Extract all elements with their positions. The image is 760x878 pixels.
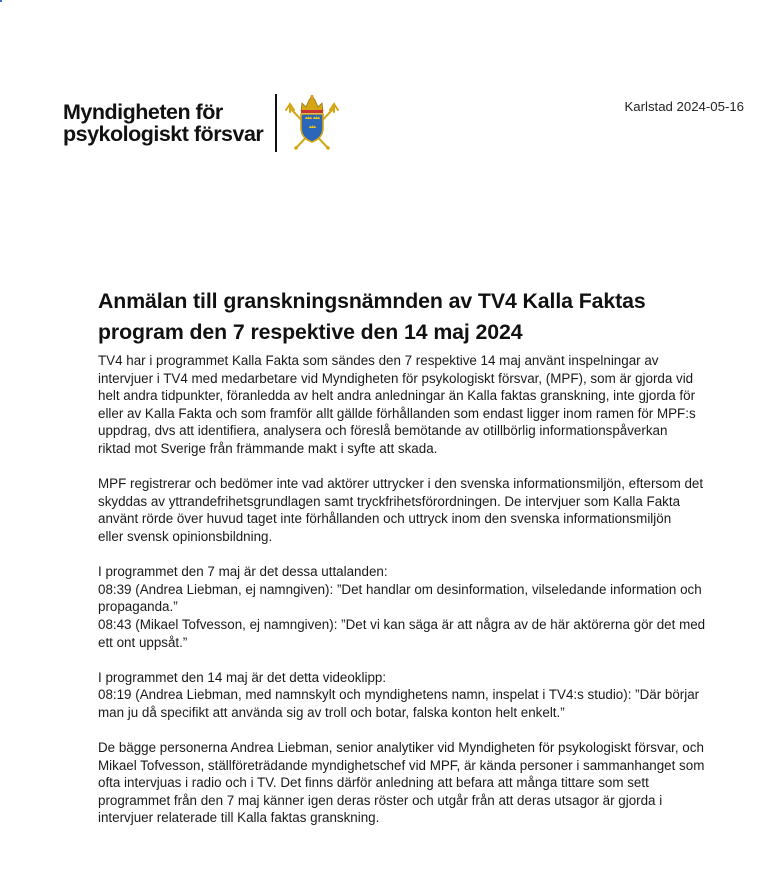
text-line: De bägge personerna Andrea Liebman, senior analytiker vid Myndigheten för psykologiskt försvar, och (98, 740, 704, 756)
text-line: 08:39 (Andrea Liebman, ej namngiven): ”Det handlar om desinformation, vilseledande information och (98, 581, 702, 597)
corner-marker (0, 0, 2, 2)
text-line: riktad mot Sverige från främmande makt i syfte att skada. (98, 440, 438, 456)
logo-divider (275, 94, 277, 152)
text-line: 08:43 (Mikael Tofvesson, ej namngiven): ”Det vi kan säga är att några av de här aktörerna gör det med (98, 616, 706, 632)
document-body (98, 352, 750, 845)
text-line: intervjuer relaterade till Kalla faktas granskning. (98, 810, 380, 826)
agency-logo (63, 94, 340, 152)
text-line: 08:19 (Andrea Liebman, med namnskylt och myndighetens namn, inspelat i TV4:s studio): ”Där börjar (98, 687, 700, 703)
text-line: MPF registrerar och bedömer inte vad aktörer uttrycker i den svenska informationsmiljön, eftersom det (98, 476, 704, 492)
text-line: skyddas av yttrandefrihetsgrundlagen samt tryckfrihetsförordningen. De intervjuer som Kalla Fakta (98, 493, 681, 509)
paragraph-3 (98, 563, 750, 651)
text-line: använt rörde över huvud taget inte förhållanden och uttryck inom den svenska informationsmiljön (98, 511, 672, 527)
text-line: Mikael Tofvesson, ställföreträdande myndighetschef vid MPF, är kända personer i sammanhanget som (98, 757, 705, 773)
paragraph-4 (98, 669, 750, 722)
paragraph-2 (98, 475, 750, 545)
text-line: I programmet den 7 maj är det dessa uttalanden: (98, 564, 388, 580)
agency-name (63, 101, 275, 145)
agency-name-line-2: psykologiskt försvar (63, 122, 264, 146)
text-line: programmet från den 7 maj känner igen deras röster och utgår från att deras utsagor är gjorda i (98, 792, 663, 808)
text-line: uppdrag, dvs att identifiera, analysera och föreslå bemötande av otillbörlig informationspåverkan (98, 423, 668, 439)
text-line: intervjuer i TV4 med medarbetare vid Myndigheten för psykologiskt försvar, (MPF), som är gjorda vid (98, 370, 694, 386)
text-line: helt andra tidpunkter, föranledda av helt andra anledningar än Kalla faktas granskning, inte gjorda för (98, 388, 696, 404)
text-line: eller svensk opinionsbildning. (98, 528, 273, 544)
text-line: propaganda.” (98, 599, 178, 615)
document-title (98, 286, 738, 348)
document-date: Karlstad 2024-05-16 (624, 99, 744, 114)
agency-name-line-1: Myndigheten för (63, 100, 223, 124)
text-line: ett ont uppsåt.” (98, 634, 188, 650)
crown-shield-emblem-icon (284, 94, 340, 152)
text-line: ofta intervjuas i radio och i TV. Det finns därför anledning att befara att många tittare som sett (98, 775, 649, 791)
title-line-2: program den 7 respektive den 14 maj 2024 (98, 320, 523, 344)
title-line-1: Anmälan till granskningsnämnden av TV4 Kalla Faktas (98, 289, 646, 313)
text-line: eller av Kalla Fakta och som framför allt gällde förhållanden som endast ligger inom ramen för MPF:s (98, 405, 696, 421)
paragraph-5 (98, 739, 750, 827)
text-line: I programmet den 14 maj är det detta videoklipp: (98, 669, 387, 685)
text-line: TV4 har i programmet Kalla Fakta som sändes den 7 respektive 14 maj använt inspelningar av (98, 353, 659, 368)
paragraph-1 (98, 352, 750, 458)
text-line: man ju då specifikt att använda sig av troll och botar, falska konton helt enkelt.” (98, 704, 565, 720)
